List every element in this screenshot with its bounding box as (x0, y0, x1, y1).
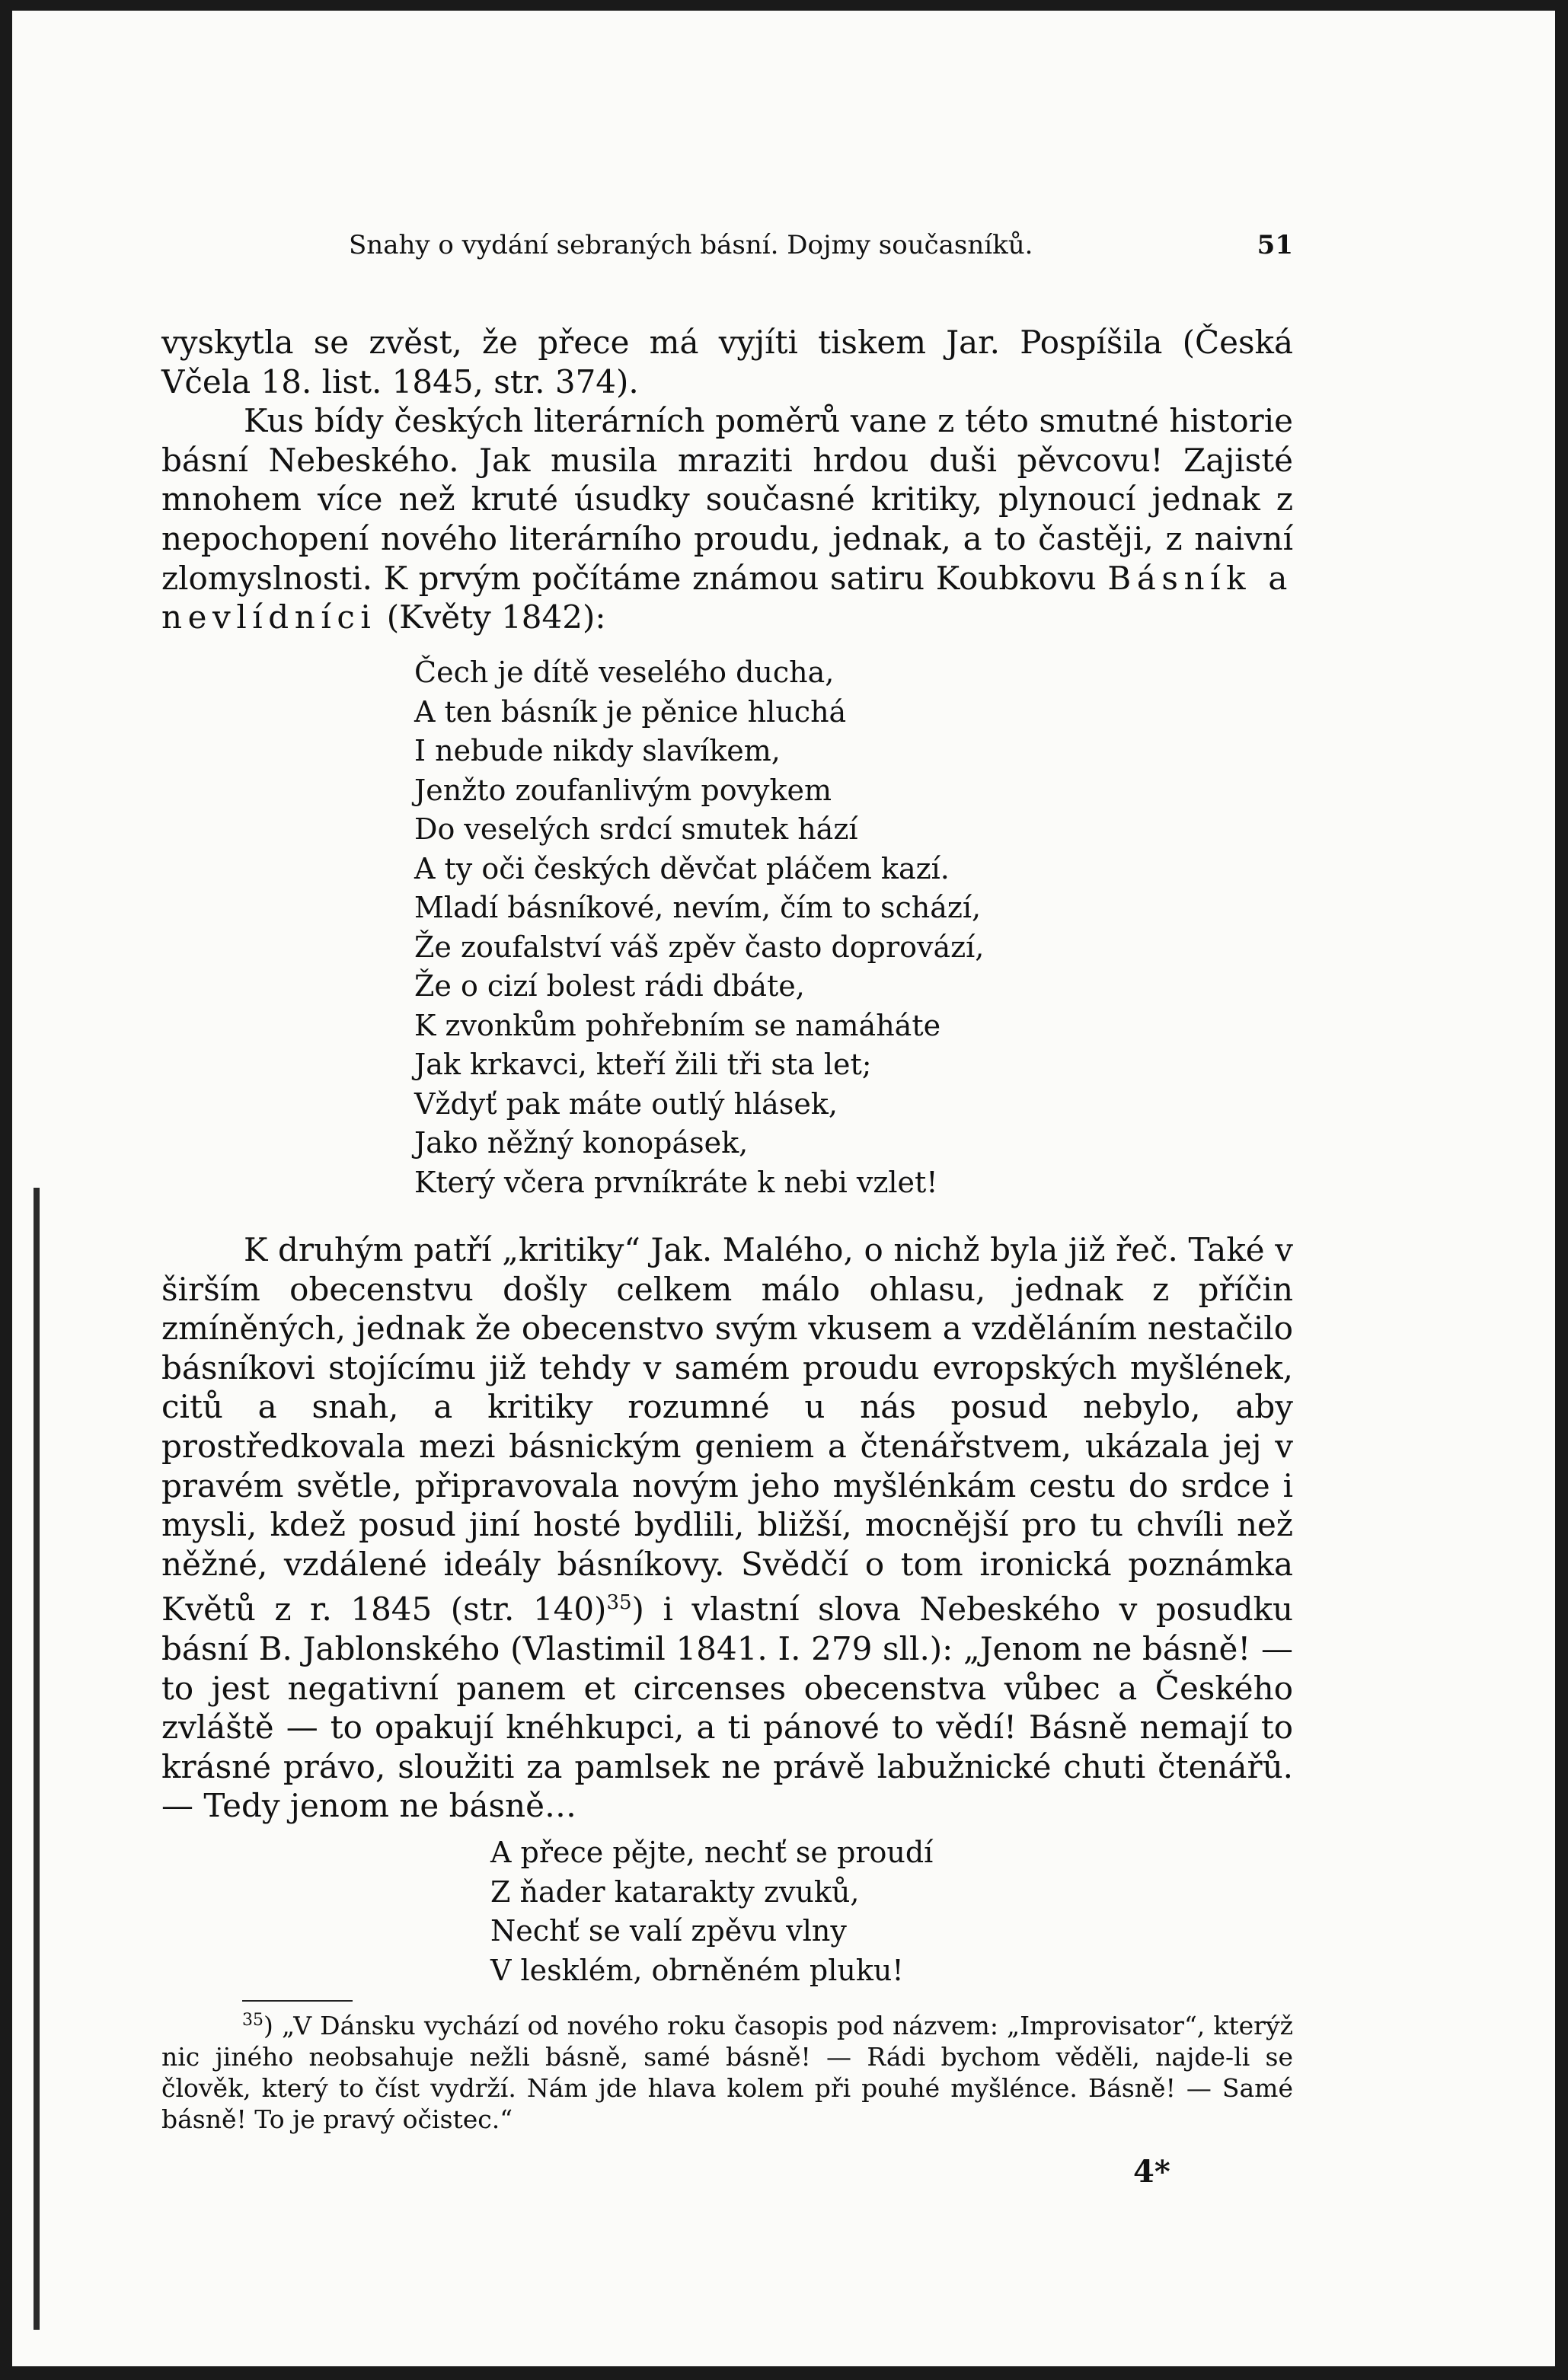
poem-line: Mladí básníkové, nevím, čím to schází, (414, 891, 982, 924)
paragraph-3-text: K druhým patří „kritiky“ Jak. Malého, o nichž byla již řeč. Také v širším obecenstvu došly celkem málo ohlasu, jednak z příčin zmíněných, jednak že obecenstvo svým vkusem a vzděláním nestačilo básníkovi stojícímu již tehdy v samém proudu evropských myšlének, citů a snah, a kritiky rozumné u nás posud nebylo, aby prostředkovala mezi básnickým geniem a čtenářstvem, ukázala jej v pravém světle, připravovala novým jeho myšlénkám cestu do srdce i mysli, kdež posud jiní hosté bydlili, bližší, mocnější pro tu chvíli než něžné, vzdálené ideály básníkovy. Svědčí o tom ironická poznámka Květů z r. 1845 (str. 140) (161, 1231, 1293, 1629)
paragraph-2 (161, 401, 1293, 637)
poem-line: Že zoufalství váš zpěv často doprovází, (414, 930, 985, 964)
paragraph-3 (161, 1230, 1293, 1826)
poem-line: Jako něžný konopásek, (414, 1126, 749, 1160)
poem-line: I nebude nikdy slavíkem, (414, 734, 781, 767)
running-title: Snahy o vydání sebraných básní. Dojmy současníků. (349, 230, 1033, 260)
poem-line: A ten básník je pěnice hluchá (414, 694, 847, 729)
poem-line: Který včera prvníkráte k nebi vzlet! (414, 1165, 938, 1199)
footnote-marker: 35 (242, 2011, 263, 2030)
running-header (349, 225, 1293, 265)
paragraph-2-text: Kus bídy českých literárních poměrů vane z této smutné historie básní Nebeského. Jak musila mraziti hrdou duši pěvcovu! Zajisté mnohem více než kruté úsudky současné kritiky, plynoucí jednak z nepochopení nového literárního proudu, jednak, a to častěji, z naivní zlomyslnosti. K prvým počítáme známou satiru Koubkovu (161, 402, 1293, 597)
poem-line: Do veselých srdcí smutek hází (414, 812, 858, 846)
footnote (161, 2010, 1293, 2135)
poem-nebesky (490, 1833, 933, 1990)
signature-mark: 4* (1133, 2154, 1170, 2190)
paragraph-3-end: ) i vlastní slova Nebeského v posudku básní B. Jablonského (Vlastimil 1841. I. 279 sll.): „Jenom ne básně! — to jest negativní panem et circenses obecenstva vůbec a Českého zvláště — to opakují knéhkupci, a ti pánové to vědí! Básně nemají to krásné právo, sloužiti za pamlsek ne právě labužnické chuti čtenářů. — Tedy jenom ne básně… (161, 1590, 1293, 1825)
page-number: 51 (1257, 230, 1293, 260)
footnote-text (161, 2010, 1293, 2135)
poem-line: Čech je dítě veselého ducha, (414, 656, 835, 689)
body-text-middle (161, 1230, 1293, 1826)
poem-line: K zvonkům pohřebním se namáháte (414, 1008, 941, 1042)
poem-line: A přece pějte, nechť se proudí (490, 1836, 934, 1869)
satire-title: Básník a nevlídníci (161, 559, 1293, 636)
poem-line: Z ňader katarakty zvuků, (490, 1874, 860, 1909)
poem-line: Vždyť pak máte outlý hlásek, (414, 1086, 838, 1121)
poem-line: Nechť se valí zpěvu vlny (490, 1914, 847, 1948)
poem-koubek (414, 653, 984, 1202)
scan-border-bottom (0, 2366, 1568, 2380)
footnote-body: ) „V Dánsku vychází od nového roku časopis pod názvem: „Improvisator“, kterýž nic jiného neobsahuje nežli básně, samé básně! — Rádi bychom věděli, najde-li se člověk, který to číst vydrží. Nám jde hlava kolem při pouhé myšlénce. Básně! — Samé básně! To je pravý očistec.“ (161, 2011, 1293, 2134)
scan-border-left (0, 0, 12, 2380)
body-text-top (161, 323, 1293, 637)
footnote-divider (242, 2000, 353, 2002)
poem-line: Že o cizí bolest rádi dbáte, (414, 969, 805, 1003)
poem-line: V lesklém, obrněném pluku! (490, 1953, 904, 1987)
paragraph-2-end: (Květy 1842): (376, 598, 606, 636)
poem-line: Jenžto zoufanlivým povykem (414, 773, 832, 807)
poem-line: A ty oči českých děvčat pláčem kazí. (414, 851, 950, 885)
footnote-reference: 35 (606, 1591, 632, 1615)
paragraph-1: vyskytla se zvěst, že přece má vyjíti tiskem Jar. Pospíšila (Česká Včela 18. list. 1845, str. 374). (161, 324, 1293, 400)
poem-line: Jak krkavci, kteří žili tři sta let; (414, 1048, 872, 1081)
scan-border-top (0, 0, 1568, 11)
scan-shadow-left (34, 1188, 40, 2330)
scan-border-right (1555, 0, 1568, 2380)
